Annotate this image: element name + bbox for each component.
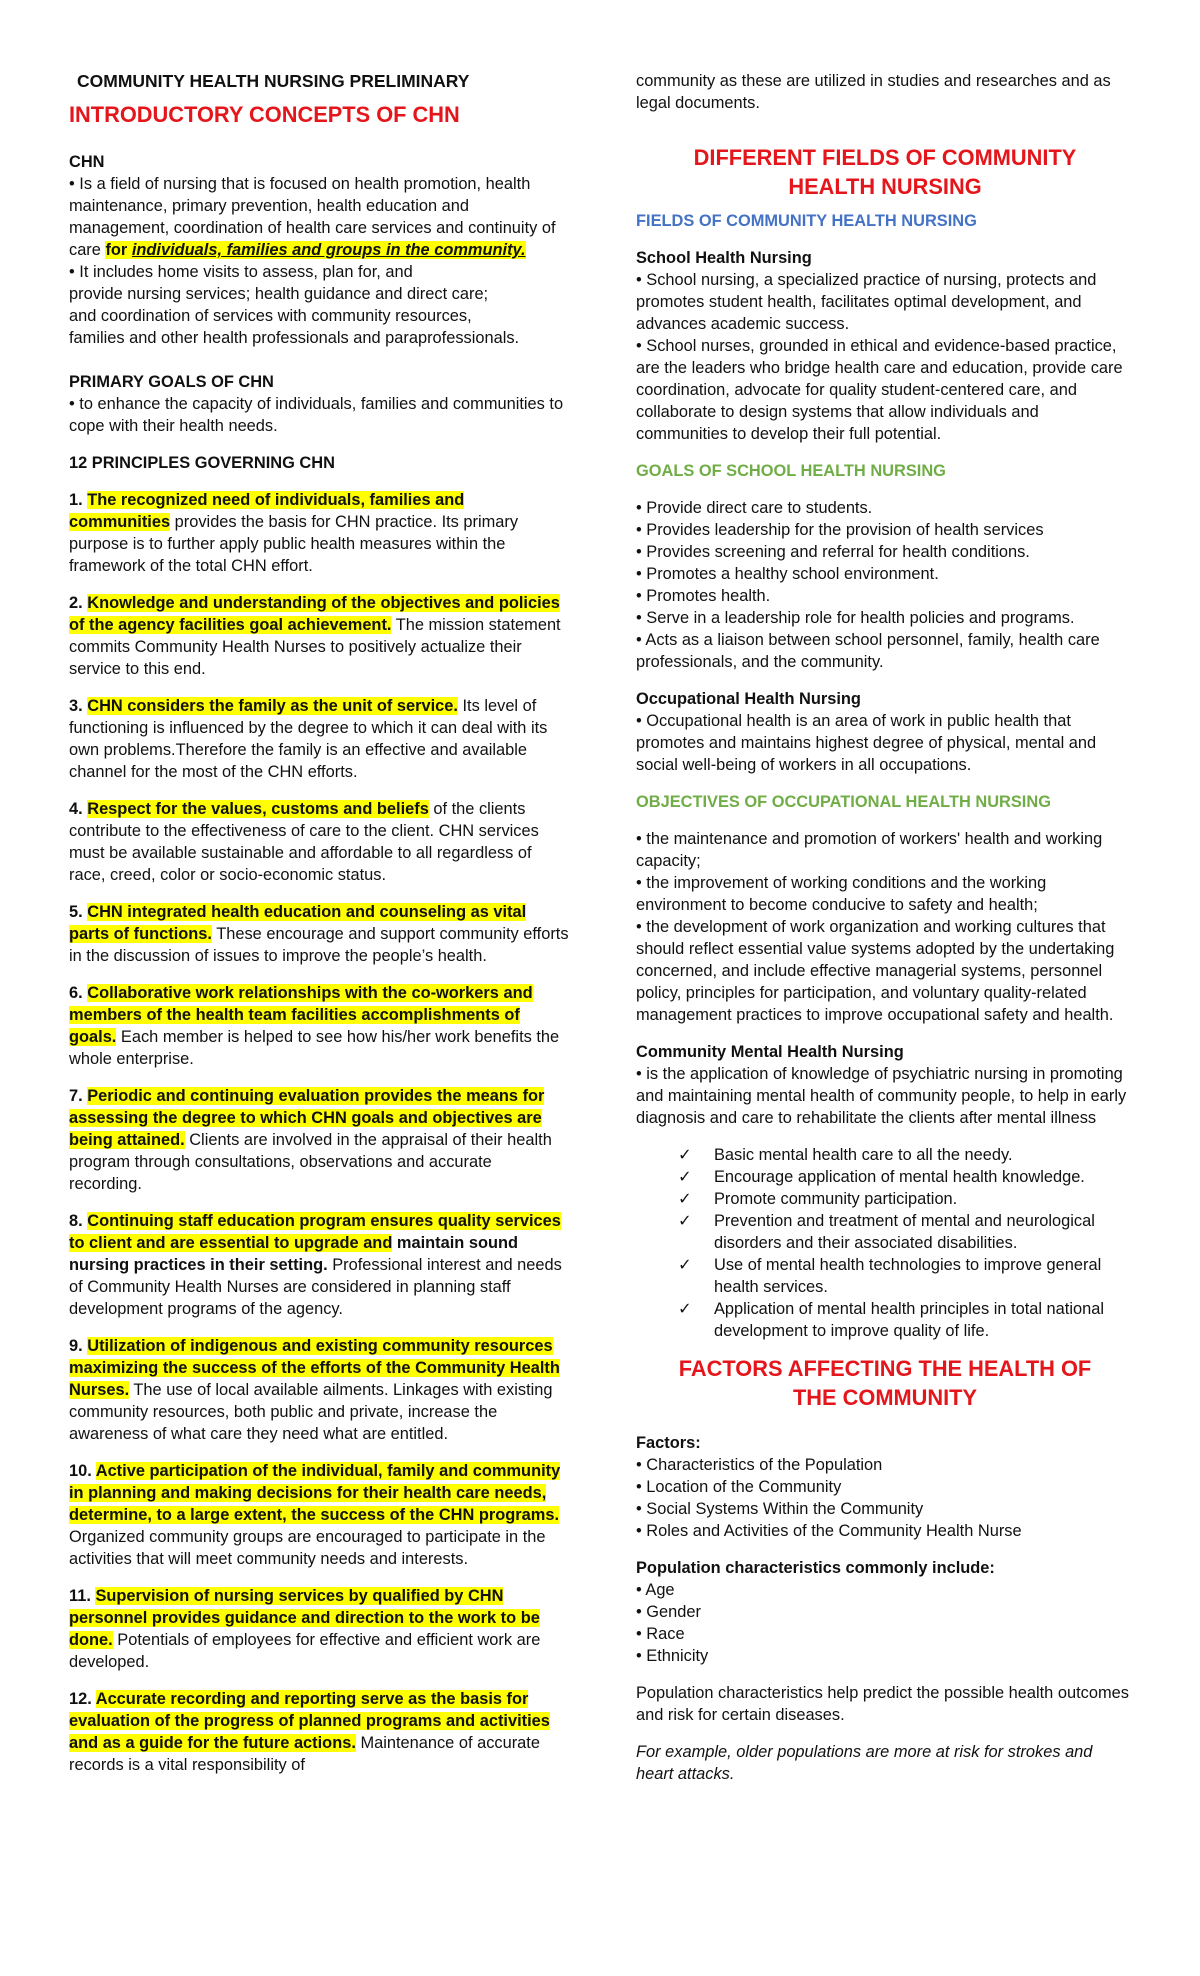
school-bullet-1: • School nursing, a specialized practice of nursing, protects and promotes student health, facilitates optimal development, and advances academic success.: [636, 271, 1097, 333]
chn-bullet-2-line-3: and coordination of services with community resources,: [69, 307, 472, 325]
school-goal-item: • Provide direct care to students.: [636, 499, 873, 517]
occupational-objective-item: • the maintenance and promotion of workers' health and working capacity;: [636, 830, 1103, 870]
population-item: • Age: [636, 1581, 675, 1599]
principle-number: 9.: [69, 1337, 88, 1355]
principle-text: Potentials of employees for effective and efficient work are developed.: [69, 1631, 541, 1671]
fields-heading: [636, 143, 1134, 201]
principle-number: 1.: [69, 491, 88, 509]
chn-bullet-1-highlight: individuals, families and groups in the community.: [131, 241, 526, 259]
factors-list: [636, 1454, 1134, 1542]
left-column: [69, 0, 569, 1776]
principle-number: 2.: [69, 594, 88, 612]
goals-heading: PRIMARY GOALS OF CHN: [69, 373, 274, 391]
mental-checklist-item: [678, 1254, 1134, 1298]
factors-heading-line-2: THE COMMUNITY: [792, 1385, 978, 1410]
principle-item: [69, 1085, 569, 1195]
principle-item: [69, 798, 569, 886]
chn-bullet-2-line-2: provide nursing services; health guidance and direct care;: [69, 285, 489, 303]
principle-item: [69, 695, 569, 783]
document-title: COMMUNITY HEALTH NURSING PRELIMINARY: [77, 71, 470, 91]
school-bullet-2: • School nurses, grounded in ethical and evidence-based practice, are the leaders who bridge health care and education, provide care coordination, advocate for quality student-centered care, and collaborate to design systems that allow individuals and communities to develop their full potential.: [636, 337, 1123, 443]
occupational-objectives-list: [636, 828, 1134, 1026]
mental-section: [636, 1041, 1134, 1342]
mental-checklist-item: [678, 1210, 1134, 1254]
population-predict: Population characteristics help predict the possible health outcomes and risk for certain diseases.: [636, 1684, 1129, 1724]
factor-item: • Social Systems Within the Community: [636, 1500, 924, 1518]
principle-number: 4.: [69, 800, 88, 818]
principles-heading: 12 PRINCIPLES GOVERNING CHN: [69, 454, 335, 472]
principle-text: Clients are involved in the appraisal of their health program through consultations, observations and accurate recording.: [69, 1131, 552, 1193]
check-icon: ✓: [678, 1168, 692, 1186]
population-example: For example, older populations are more at risk for strokes and heart attacks.: [636, 1743, 1093, 1783]
goals-text: • to enhance the capacity of individuals, families and communities to cope with their health needs.: [69, 395, 564, 435]
principle-item: [69, 592, 569, 680]
principle-number: 7.: [69, 1087, 88, 1105]
occupational-objective-item: • the development of work organization and working cultures that should reflect essential value systems adopted by the undertaking concerned, and include effective managerial systems, personnel policy, principles for participation, and voluntary quality-related management practices to improve occupational safety and health.: [636, 918, 1115, 1024]
principle-number: 3.: [69, 697, 88, 715]
principle-highlight: CHN considers the family as the unit of service.: [87, 697, 458, 715]
fields-heading-line-2: HEALTH NURSING: [788, 174, 982, 199]
mental-checklist-item: [678, 1188, 1134, 1210]
mental-checklist-item: [678, 1144, 1134, 1166]
school-goal-item: • Promotes a healthy school environment.: [636, 565, 939, 583]
chn-bullet-2-line-4: families and other health professionals and paraprofessionals.: [69, 329, 520, 347]
check-icon: ✓: [678, 1212, 692, 1230]
principle-item: [69, 1460, 569, 1570]
population-section: [636, 1557, 1134, 1785]
factor-item: • Roles and Activities of the Community Health Nurse: [636, 1522, 1022, 1540]
goals-section: [69, 371, 569, 437]
principle-text: of the clients contribute to the effectiveness of care to the client. CHN services must be available sustainable and affordable to all regardless of race, creed, color or socio-economic status.: [69, 800, 539, 884]
chn-bullet-1: [69, 173, 569, 261]
school-goals-list: [636, 497, 1134, 673]
population-label: Population characteristics commonly include:: [636, 1559, 995, 1577]
population-item: • Race: [636, 1625, 685, 1643]
principle-highlight: Utilization of indigenous and existing community resources maximizing the success of the efforts of the Community Health Nurses.: [69, 1337, 560, 1399]
school-goals-heading: GOALS OF SCHOOL HEALTH NURSING: [636, 462, 946, 480]
occupational-section: [636, 688, 1134, 1026]
chn-bullet-1-text: • Is a field of nursing that is focused on health promotion, health maintenance, primary prevention, health education and management, coordination of health care services and continuity of care: [69, 175, 556, 259]
right-column: [636, 0, 1134, 1785]
mental-checklist-text: Application of mental health principles in total national development to improve quality of life.: [714, 1300, 1104, 1340]
population-item: • Ethnicity: [636, 1647, 709, 1665]
school-goal-item: • Promotes health.: [636, 587, 771, 605]
principle-number: 6.: [69, 984, 88, 1002]
chn-bullet-1-for: for: [105, 241, 132, 259]
mental-checklist-text: Basic mental health care to all the needy.: [714, 1146, 1013, 1164]
chn-section: [69, 151, 569, 349]
check-icon: ✓: [678, 1256, 692, 1274]
principle-number: 8.: [69, 1212, 88, 1230]
principle-highlight: The recognized need of individuals, families and communities: [69, 491, 465, 531]
principle-text: provides the basis for CHN practice. Its primary purpose is to further apply public health measures within the framework of the total CHN effort.: [69, 513, 519, 575]
principle-number: 10.: [69, 1462, 96, 1480]
school-goal-item: • Serve in a leadership role for health policies and programs.: [636, 609, 1075, 627]
check-icon: ✓: [678, 1300, 692, 1318]
principle-item: [69, 1210, 569, 1320]
principle-item: [69, 1585, 569, 1673]
chn-label: CHN: [69, 153, 105, 171]
population-item: • Gender: [636, 1603, 701, 1621]
population-list: [636, 1579, 1134, 1667]
principle-text: The use of local available ailments. Linkages with existing community resources, both public and private, increase the awareness of what care they need what are entitled.: [69, 1381, 553, 1443]
principle-highlight: Respect for the values, customs and beliefs: [87, 800, 429, 818]
mental-checklist-text: Promote community participation.: [714, 1190, 958, 1208]
factor-item: • Location of the Community: [636, 1478, 842, 1496]
school-goal-item: • Acts as a liaison between school personnel, family, health care professionals, and the community.: [636, 631, 1100, 671]
principle-highlight: Knowledge and understanding of the objectives and policies of the agency facilities goal achievement.: [69, 594, 560, 634]
chn-bullet-2-line-1: • It includes home visits to assess, plan for, and: [69, 263, 413, 281]
principle-highlight: Accurate recording and reporting serve as the basis for evaluation of the progress of planned programs and activities and as a guide for the future actions.: [69, 1690, 550, 1752]
school-goal-item: • Provides leadership for the provision of health services: [636, 521, 1044, 539]
principle-text: These encourage and support community efforts in the discussion of issues to improve the people’s health.: [69, 925, 569, 965]
factors-heading: [636, 1354, 1134, 1412]
principle-text: Organized community groups are encouraged to participate in the activities that will meet community needs and interests.: [69, 1528, 546, 1568]
principle-highlight: Supervision of nursing services by qualified by CHN personnel provides guidance and direction to the work to be done.: [69, 1587, 540, 1649]
factors-label: Factors:: [636, 1434, 701, 1452]
intro-heading: INTRODUCTORY CONCEPTS OF CHN: [69, 102, 460, 127]
principle-highlight: Periodic and continuing evaluation provides the means for assessing the degree to which CHN goals and objectives are being attained.: [69, 1087, 545, 1149]
principle-text: Its level of functioning is influenced by the degree to which it can deal with its own problems.Therefore the family is an effective and available channel for the most of the CHN efforts.: [69, 697, 548, 781]
principle-number: 5.: [69, 903, 88, 921]
principles-list: [69, 489, 569, 1776]
principle-highlight: Active participation of the individual, family and community in planning and making decisions for their health care needs, determine, to a large extent, the success of the CHN programs.: [69, 1462, 561, 1524]
school-goal-item: • Provides screening and referral for health conditions.: [636, 543, 1030, 561]
fields-heading-line-1: DIFFERENT FIELDS OF COMMUNITY: [693, 145, 1077, 170]
principle-text: Each member is helped to see how his/her work benefits the whole enterprise.: [69, 1028, 560, 1068]
occupational-objective-item: • the improvement of working conditions and the working environment to become conducive to safety and health;: [636, 874, 1047, 914]
principle-bold-extra: maintain sound nursing practices in their setting.: [69, 1234, 519, 1274]
principle-item: [69, 1688, 569, 1776]
check-icon: ✓: [678, 1190, 692, 1208]
mental-bullet-1: • is the application of knowledge of psychiatric nursing in promoting and maintaining mental health of community people, to help in early diagnosis and care to rehabilitate the clients after mental illness: [636, 1065, 1127, 1127]
school-title: School Health Nursing: [636, 249, 812, 267]
mental-checklist-item: [678, 1298, 1134, 1342]
principle-text: Professional interest and needs of Community Health Nurses are considered in planning staff development programs of the agency.: [69, 1256, 562, 1318]
mental-checklist-text: Encourage application of mental health knowledge.: [714, 1168, 1085, 1186]
mental-checklist-item: [678, 1166, 1134, 1188]
principle-number: 12.: [69, 1690, 96, 1708]
continuation-text: community as these are utilized in studies and researches and as legal documents.: [636, 72, 1111, 112]
fields-subheading: FIELDS OF COMMUNITY HEALTH NURSING: [636, 212, 977, 230]
principle-text: Maintenance of accurate records is a vital responsibility of: [69, 1734, 540, 1774]
principle-number: 11.: [69, 1587, 96, 1605]
factors-section: [636, 1432, 1134, 1542]
mental-checklist-text: Prevention and treatment of mental and neurological disorders and their associated disabilities.: [714, 1212, 1095, 1252]
principle-item: [69, 489, 569, 577]
occupational-title: Occupational Health Nursing: [636, 690, 861, 708]
principle-item: [69, 901, 569, 967]
principle-highlight: Collaborative work relationships with the co-workers and members of the health team facilities accomplishments of goals.: [69, 984, 533, 1046]
check-icon: ✓: [678, 1146, 692, 1164]
occupational-bullet-1: • Occupational health is an area of work in public health that promotes and maintains highest degree of physical, mental and social well-being of workers in all occupations.: [636, 712, 1097, 774]
principle-highlight: CHN integrated health education and counseling as vital parts of functions.: [69, 903, 527, 943]
factor-item: • Characteristics of the Population: [636, 1456, 883, 1474]
principle-item: [69, 982, 569, 1070]
principle-item: [69, 1335, 569, 1445]
principle-text: The mission statement commits Community Health Nurses to positively actualize their service to this end.: [69, 616, 561, 678]
principle-highlight: Continuing staff education program ensures quality services to client and are essential to upgrade and: [69, 1212, 561, 1252]
factors-heading-line-1: FACTORS AFFECTING THE HEALTH OF: [678, 1356, 1092, 1381]
school-section: [636, 247, 1134, 673]
mental-title: Community Mental Health Nursing: [636, 1043, 904, 1061]
mental-checklist-text: Use of mental health technologies to improve general health services.: [714, 1256, 1102, 1296]
occupational-objectives-heading: OBJECTIVES OF OCCUPATIONAL HEALTH NURSING: [636, 793, 1051, 811]
mental-checklist: [636, 1144, 1134, 1342]
